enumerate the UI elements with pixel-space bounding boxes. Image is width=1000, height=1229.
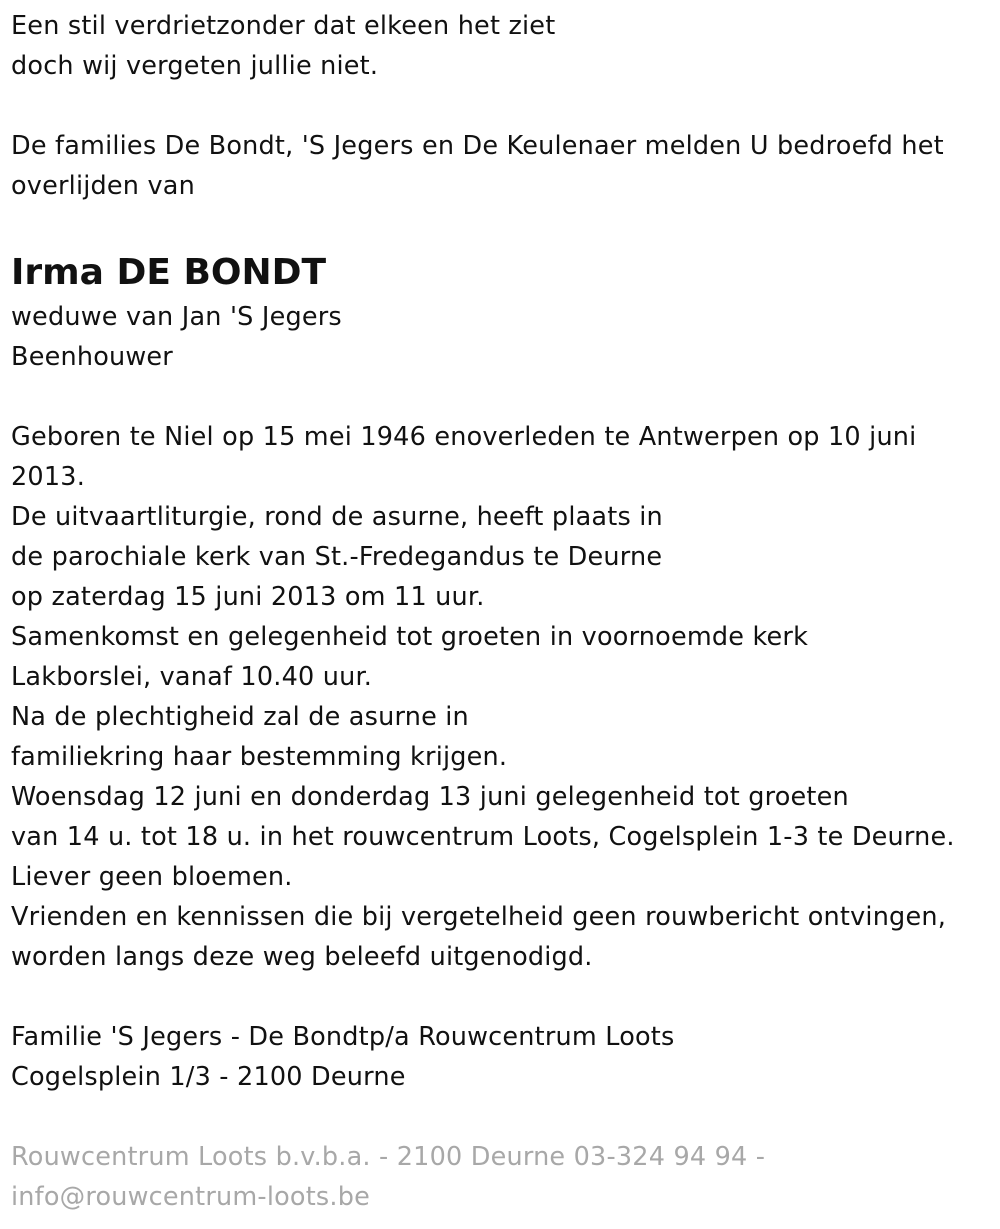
details-line: 2013. xyxy=(11,462,86,492)
deceased-spouse: weduwe van Jan 'S Jegers xyxy=(11,302,342,332)
footer xyxy=(11,1137,1000,1217)
details-line: familiekring haar bestemming krijgen. xyxy=(11,742,508,772)
details-line: Vrienden en kennissen die bij vergetelheid geen rouwbericht ontvingen, xyxy=(11,902,947,932)
details-line: op zaterdag 15 juni 2013 om 11 uur. xyxy=(11,582,485,612)
details-line: Woensdag 12 juni en donderdag 13 juni gelegenheid tot groeten xyxy=(11,782,849,812)
family-contact xyxy=(11,1017,1000,1097)
spacer xyxy=(11,86,1000,126)
details-line: Lakborslei, vanaf 10.40 uur. xyxy=(11,662,373,692)
funeral-details xyxy=(11,417,1000,977)
footer-line: Rouwcentrum Loots b.v.b.a. - 2100 Deurne 03-324 94 94 - xyxy=(11,1142,766,1172)
announcement xyxy=(11,126,1000,206)
poem-line: doch wij vergeten jullie niet. xyxy=(11,51,379,81)
spacer xyxy=(11,377,1000,417)
contact-line: Cogelsplein 1/3 - 2100 Deurne xyxy=(11,1062,406,1092)
deceased-name: Irma DE BONDT xyxy=(11,252,327,293)
details-line: Geboren te Niel op 15 mei 1946 enoverleden te Antwerpen op 10 juni xyxy=(11,422,917,452)
spacer xyxy=(11,977,1000,1017)
spacer xyxy=(11,206,1000,249)
deceased-occupation: Beenhouwer xyxy=(11,342,173,372)
details-line: van 14 u. tot 18 u. in het rouwcentrum Loots, Cogelsplein 1-3 te Deurne. xyxy=(11,822,955,852)
poem xyxy=(11,0,1000,86)
spacer xyxy=(11,1097,1000,1137)
details-line: Na de plechtigheid zal de asurne in xyxy=(11,702,469,732)
details-line: de parochiale kerk van St.-Fredegandus te Deurne xyxy=(11,542,663,572)
details-line: worden langs deze weg beleefd uitgenodigd. xyxy=(11,942,593,972)
details-line: Samenkomst en gelegenheid tot groeten in voornoemde kerk xyxy=(11,622,809,652)
footer-line: info@rouwcentrum-loots.be xyxy=(11,1182,370,1212)
contact-line: Familie 'S Jegers - De Bondtp/a Rouwcentrum Loots xyxy=(11,1022,675,1052)
details-line: De uitvaartliturgie, rond de asurne, heeft plaats in xyxy=(11,502,663,532)
poem-line: Een stil verdrietzonder dat elkeen het ziet xyxy=(11,11,556,41)
announcement-line: overlijden van xyxy=(11,171,195,201)
details-line: Liever geen bloemen. xyxy=(11,862,293,892)
announcement-line: De families De Bondt, 'S Jegers en De Keulenaer melden U bedroefd het xyxy=(11,131,944,161)
